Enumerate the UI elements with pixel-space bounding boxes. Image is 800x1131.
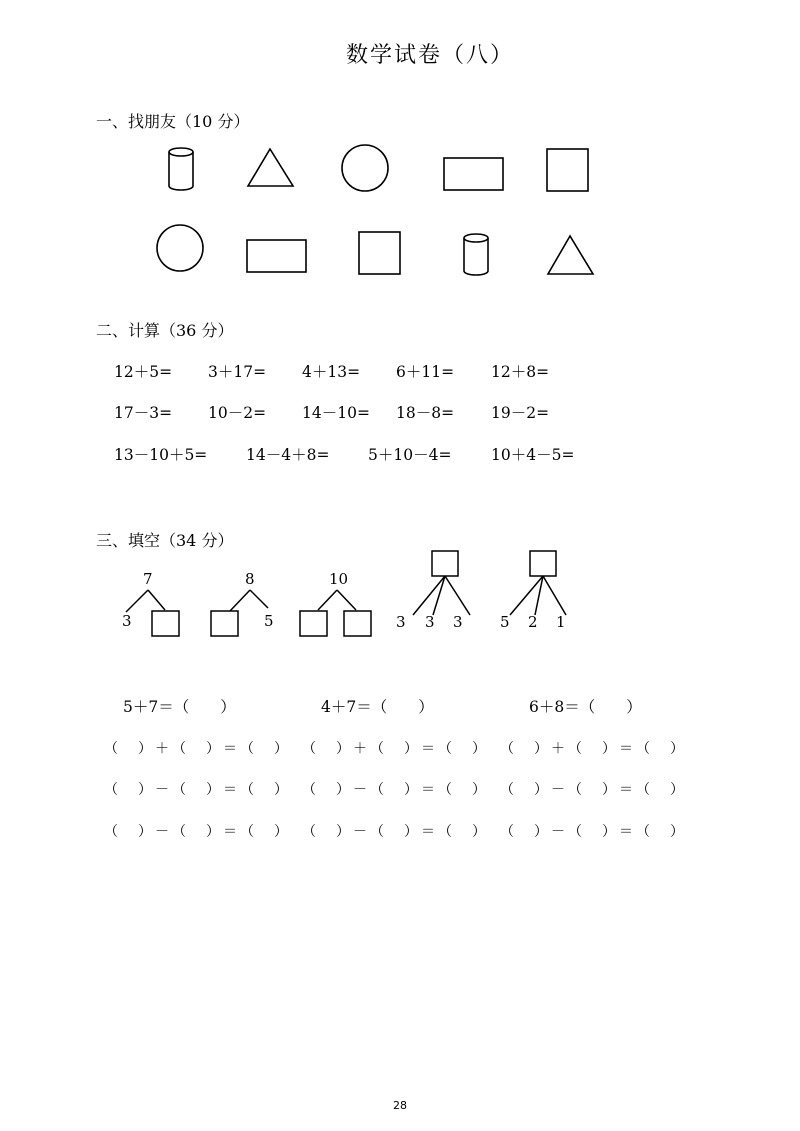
tree4-c: 3 xyxy=(453,613,463,631)
blank-minus-2a: （ ）－（ ）＝（ ） xyxy=(302,782,489,798)
tree2-top: 8 xyxy=(245,570,255,588)
calc-1-2: 3＋17= xyxy=(208,363,267,381)
calc-1-5: 12＋8= xyxy=(491,363,550,381)
section-3-heading: 三、填空（34 分） xyxy=(96,531,234,550)
tree3-top: 10 xyxy=(329,570,349,588)
circle-shape-2 xyxy=(157,225,203,271)
tree5-c: 1 xyxy=(556,613,566,631)
blank-plus-2: （ ）＋（ ）＝（ ） xyxy=(302,741,489,757)
tree4-a: 3 xyxy=(396,613,406,631)
calc-2-2: 10－2= xyxy=(208,404,267,422)
triangle-shape-2 xyxy=(548,236,593,274)
calc-2-4: 18－8= xyxy=(396,404,455,422)
section-2-heading: 二、计算（36 分） xyxy=(96,321,234,340)
tree5-b: 2 xyxy=(528,613,538,631)
tree1-left: 3 xyxy=(122,612,132,630)
calc-2-1: 17－3= xyxy=(114,404,173,422)
blank-plus-3: （ ）＋（ ）＝（ ） xyxy=(500,741,687,757)
tree5-a: 5 xyxy=(500,613,510,631)
calc-1-3: 4＋13= xyxy=(302,363,361,381)
calc-3-2: 14－4＋8= xyxy=(246,446,330,464)
blank-minus-2b: （ ）－（ ）＝（ ） xyxy=(302,824,489,840)
fill-eq-3: 6＋8＝（ ） xyxy=(529,698,642,716)
page-number: 28 xyxy=(393,1099,407,1112)
calc-2-5: 19－2= xyxy=(491,404,550,422)
section-1-heading: 一、找朋友（10 分） xyxy=(96,112,250,131)
blank-minus-3b: （ ）－（ ）＝（ ） xyxy=(500,824,687,840)
rectangle-shape-2 xyxy=(247,240,306,272)
square-shape-1 xyxy=(547,149,588,191)
calc-3-3: 5＋10－4= xyxy=(368,446,452,464)
triangle-shape-1 xyxy=(248,149,293,186)
tree2-right: 5 xyxy=(264,612,274,630)
square-shape-2 xyxy=(359,232,400,274)
tree4-b: 3 xyxy=(425,613,435,631)
cylinder-shape-1 xyxy=(169,148,193,190)
blank-plus-1: （ ）＋（ ）＝（ ） xyxy=(104,741,291,757)
calc-3-1: 13－10＋5= xyxy=(114,446,208,464)
blank-minus-1b: （ ）－（ ）＝（ ） xyxy=(104,824,291,840)
calc-2-3: 14－10= xyxy=(302,404,370,422)
tree1-top: 7 xyxy=(143,570,153,588)
calc-3-4: 10＋4－5= xyxy=(491,446,575,464)
fill-eq-2: 4＋7＝（ ） xyxy=(321,698,434,716)
cylinder-shape-2 xyxy=(464,234,488,275)
page-title: 数学试卷（八） xyxy=(345,43,514,68)
fill-eq-1: 5＋7＝（ ） xyxy=(123,698,236,716)
rectangle-shape-1 xyxy=(444,158,503,190)
calc-1-4: 6＋11= xyxy=(396,363,455,381)
circle-shape-1 xyxy=(342,145,388,191)
calc-1-1: 12＋5= xyxy=(114,363,173,381)
blank-minus-1a: （ ）－（ ）＝（ ） xyxy=(104,782,291,798)
blank-minus-3a: （ ）－（ ）＝（ ） xyxy=(500,782,687,798)
